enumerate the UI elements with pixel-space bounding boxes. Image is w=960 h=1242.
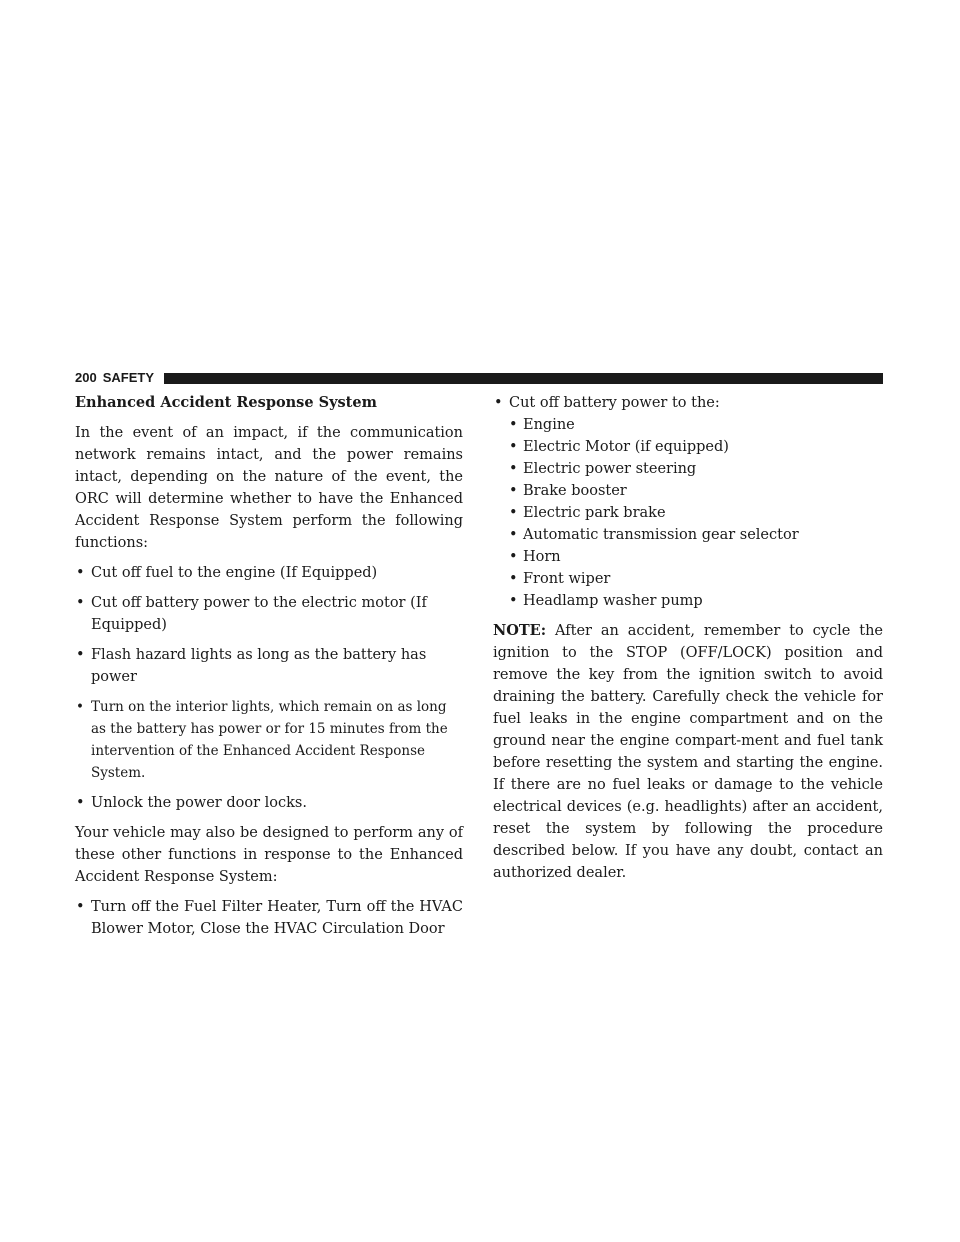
battery-sublist bbox=[493, 414, 883, 612]
section-title: SAFETY bbox=[102, 370, 154, 385]
functions-list bbox=[75, 562, 463, 814]
list-item: • Turn off the Fuel Filter Heater, Turn off the HVAC Blower Motor, Close the HVAC Circulation Door bbox=[75, 896, 463, 940]
page-header bbox=[75, 370, 883, 386]
list-item: • Turn on the interior lights, which remain on as long as the battery has power or for 15 minutes from the intervention of the Enhanced Accident Response System. bbox=[75, 696, 463, 784]
other-functions-paragraph: Your vehicle may also be designed to perform any of these other functions in response to the Enhanced Accident Response System: bbox=[75, 825, 463, 885]
right-column bbox=[493, 392, 883, 892]
note-text: After an accident, remember to cycle the ignition to the STOP (OFF/LOCK) position and remove the key from the ignition switch to avoid draining the battery. Carefully check the vehicle for fuel leaks in the engine compartment and on the ground near the engine compart-ment and fuel tank before resetting the system and starting the engine. If there are no fuel leaks or damage to the vehicle electrical devices (e.g. headlights) after an accident, reset the system by following the procedure described below. If you have any doubt, contact an authorized dealer. bbox=[493, 623, 883, 881]
battery-list bbox=[493, 392, 883, 414]
list-item: • Unlock the power door locks. bbox=[75, 792, 463, 814]
left-column bbox=[75, 392, 463, 948]
page-number: 200 bbox=[75, 370, 97, 385]
list-item: • Electric Motor (if equipped) bbox=[493, 436, 883, 458]
list-item: • Cut off fuel to the engine (If Equipped) bbox=[75, 562, 463, 584]
section-heading: Enhanced Accident Response System bbox=[75, 394, 377, 411]
note-paragraph bbox=[493, 620, 883, 884]
header-rule bbox=[164, 373, 883, 384]
list-item: • Engine bbox=[493, 414, 883, 436]
list-item: • Horn bbox=[493, 546, 883, 568]
list-item: • Electric power steering bbox=[493, 458, 883, 480]
intro-paragraph: In the event of an impact, if the communication network remains intact, and the power remains intact, depending on the nature of the event, the ORC will determine whether to have the Enhanced Accident Response System perform the following functions: bbox=[75, 425, 463, 551]
list-item: • Headlamp washer pump bbox=[493, 590, 883, 612]
list-item: • Electric park brake bbox=[493, 502, 883, 524]
note-label: NOTE: bbox=[493, 622, 547, 639]
list-item: • Flash hazard lights as long as the battery has power bbox=[75, 644, 463, 688]
list-item: • Automatic transmission gear selector bbox=[493, 524, 883, 546]
list-item: • Brake booster bbox=[493, 480, 883, 502]
list-item: • Front wiper bbox=[493, 568, 883, 590]
list-item: • Cut off battery power to the electric motor (If Equipped) bbox=[75, 592, 463, 636]
list-item: • Cut off battery power to the: bbox=[493, 392, 883, 414]
other-functions-list bbox=[75, 896, 463, 940]
